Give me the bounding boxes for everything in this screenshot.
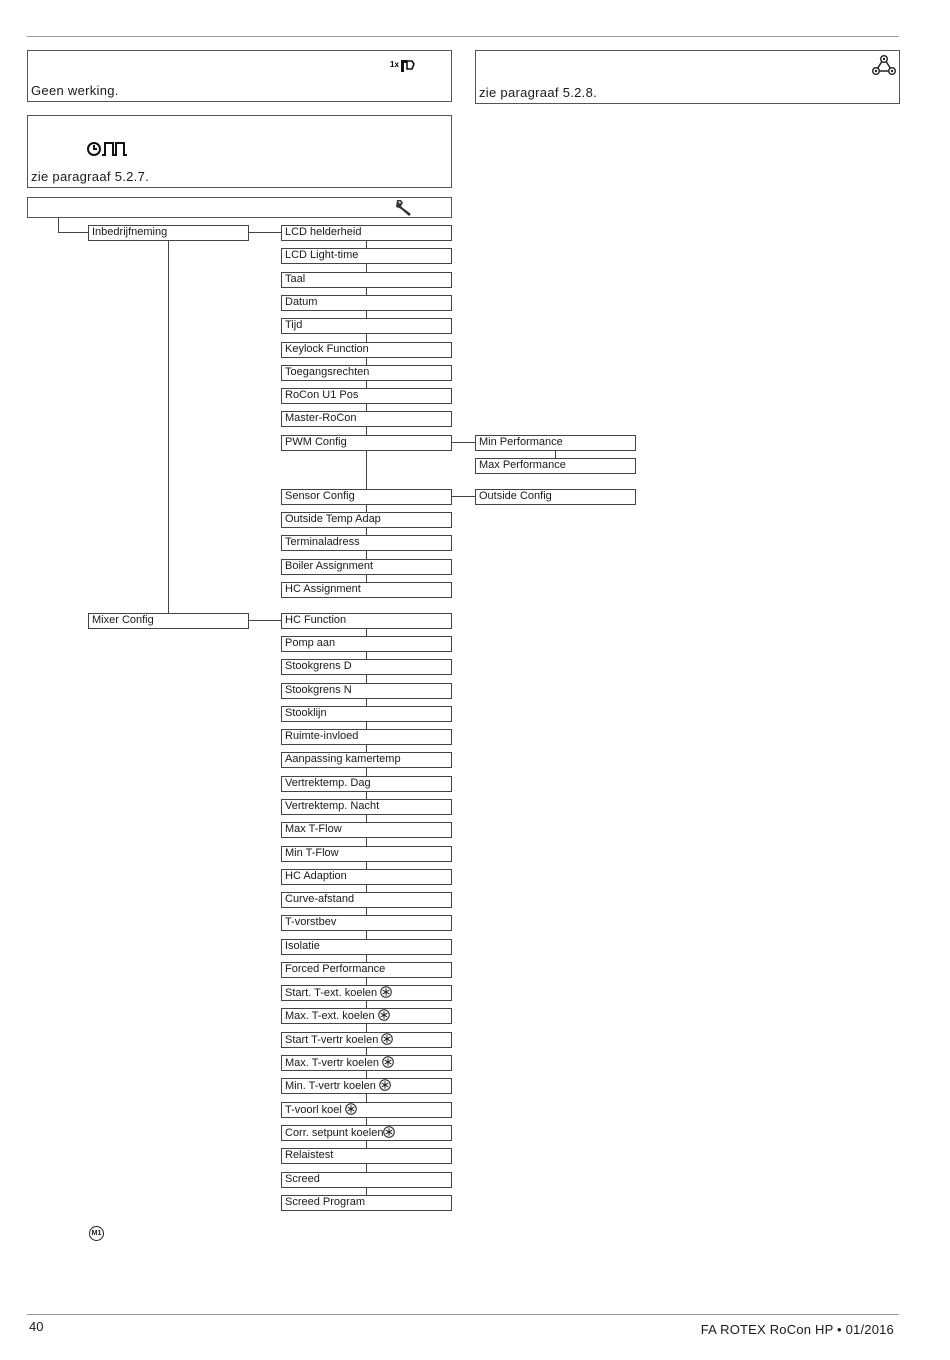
- m1-badge-label: M1: [91, 1230, 102, 1237]
- tree-line-sensor-to-l3: [451, 496, 476, 497]
- m1-badge: [89, 1226, 104, 1241]
- tree-item-cooling: [281, 985, 452, 1001]
- tree-item: LCD helderheid: [281, 225, 452, 241]
- tree-item: Screed: [281, 1172, 452, 1188]
- tree-item: Vertrektemp. Dag: [281, 776, 452, 792]
- tree-item: Outside Config: [475, 489, 636, 505]
- tree-item: Min T-Flow: [281, 846, 452, 862]
- tree-node-mixer-config: Mixer Config: [88, 613, 249, 629]
- tree-item-label: Start. T-ext. koelen: [285, 987, 378, 999]
- snowflake-icon: [380, 986, 392, 998]
- tree-item-label: Corr. setpunt koelen: [285, 1127, 384, 1139]
- tree-item: Toegangsrechten: [281, 365, 452, 381]
- tree-item: Stookgrens N: [281, 683, 452, 699]
- bottom-rule: [27, 1314, 899, 1315]
- snowflake-icon: [383, 1126, 395, 1138]
- tree-item: Ruimte-invloed: [281, 729, 452, 745]
- panel-timer-text: zie paragraaf 5.2.7.: [31, 169, 150, 184]
- tree-item: Master-RoCon: [281, 411, 452, 427]
- tree-item-cooling: [281, 1008, 452, 1024]
- svg-text:1x: 1x: [390, 60, 399, 69]
- snowflake-icon: [379, 1079, 391, 1091]
- tree-item-cooling: [281, 1125, 452, 1141]
- panel-no-function: [27, 50, 452, 102]
- tree-item: HC Adaption: [281, 869, 452, 885]
- tree-line-pwm-to-l3: [451, 442, 476, 443]
- tree-item-cooling: [281, 1032, 452, 1048]
- tree-item-cooling: [281, 1055, 452, 1071]
- tree-item: HC Assignment: [281, 582, 452, 598]
- tree-item: Screed Program: [281, 1195, 452, 1211]
- snowflake-icon: [381, 1033, 393, 1045]
- tree-item: HC Function: [281, 613, 452, 629]
- top-rule: [27, 36, 899, 37]
- tree-line-l1-spine: [168, 240, 169, 613]
- network-icon: [871, 55, 897, 82]
- tree-item: Max Performance: [475, 458, 636, 474]
- tree-line-inbedrijf-to-l2: [248, 232, 282, 233]
- snowflake-icon: [382, 1056, 394, 1068]
- tree-item: Stooklijn: [281, 706, 452, 722]
- document-title: FA ROTEX RoCon HP • 01/2016: [700, 1322, 894, 1337]
- tree-item-label: T-voorl koel: [285, 1104, 342, 1116]
- wrench-icon: [394, 198, 414, 222]
- tree-node-inbedrijfneming: Inbedrijfneming: [88, 225, 249, 241]
- panel-settings: [27, 197, 452, 218]
- tree-item: Vertrektemp. Nacht: [281, 799, 452, 815]
- page-number: 40: [29, 1319, 44, 1334]
- panel-network-text: zie paragraaf 5.2.8.: [479, 85, 598, 100]
- tree-line-root: [58, 218, 59, 233]
- tree-item-label: Max. T-ext. koelen: [285, 1010, 375, 1022]
- tree-item: Curve-afstand: [281, 892, 452, 908]
- tree-item: Taal: [281, 272, 452, 288]
- panel-no-function-text: Geen werking.: [31, 83, 119, 98]
- tree-item: Forced Performance: [281, 962, 452, 978]
- tree-item: Isolatie: [281, 939, 452, 955]
- tree-item-cooling: [281, 1078, 452, 1094]
- 1x-tap-icon: [390, 57, 416, 78]
- tree-item: Min Performance: [475, 435, 636, 451]
- tree-item: RoCon U1 Pos: [281, 388, 452, 404]
- tree-item: Boiler Assignment: [281, 559, 452, 575]
- panel-network: [475, 50, 900, 104]
- tree-line-mixer-to-l2: [248, 620, 282, 621]
- snowflake-icon: [345, 1103, 357, 1115]
- snowflake-icon: [378, 1009, 390, 1021]
- tree-item: Outside Temp Adap: [281, 512, 452, 528]
- tree-item: PWM Config: [281, 435, 452, 451]
- tree-item: Terminaladress: [281, 535, 452, 551]
- tree-item: Max T-Flow: [281, 822, 452, 838]
- tree-item: Relaistest: [281, 1148, 452, 1164]
- tree-item-label: Min. T-vertr koelen: [285, 1080, 376, 1092]
- tree-item: Keylock Function: [281, 342, 452, 358]
- clock-pulse-icon: [86, 140, 130, 163]
- tree-item: Tijd: [281, 318, 452, 334]
- tree-item: Stookgrens D: [281, 659, 452, 675]
- tree-item-cooling: [281, 1102, 452, 1118]
- tree-item: Sensor Config: [281, 489, 452, 505]
- panel-timer: [27, 115, 452, 188]
- tree-line-root-to-l1: [58, 232, 89, 233]
- tree-item: LCD Light-time: [281, 248, 452, 264]
- tree-item-label: Max. T-vertr koelen: [285, 1057, 379, 1069]
- tree-item: Aanpassing kamertemp: [281, 752, 452, 768]
- tree-item-label: Start T-vertr koelen: [285, 1034, 379, 1046]
- tree-item: Pomp aan: [281, 636, 452, 652]
- tree-item: T-vorstbev: [281, 915, 452, 931]
- tree-item: Datum: [281, 295, 452, 311]
